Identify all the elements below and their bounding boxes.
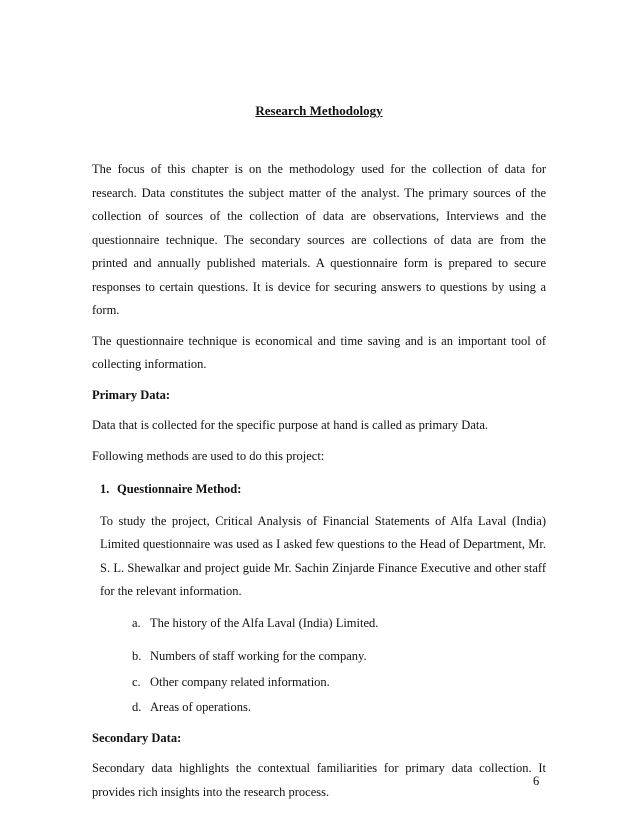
page-number: 6 xyxy=(533,774,540,788)
primary-data-heading: Primary Data: xyxy=(92,387,171,402)
questionnaire-note-paragraph: The questionnaire technique is economical and time saving and is an important tool of collecting information. xyxy=(92,333,546,371)
questionnaire-method-heading xyxy=(92,478,546,502)
list-item-text: Numbers of staff working for the company. xyxy=(150,649,367,663)
list-item xyxy=(132,696,546,720)
methods-intro: Following methods are used to do this project: xyxy=(92,448,325,463)
list-item xyxy=(132,612,546,636)
intro-paragraph: The focus of this chapter is on the methodology used for the collection of data for research. Data constitutes the subject matter of the analyst. The primary sources of the collection of sources of the collection of data are observations, Interviews and the questionnaire technique. The secondary sources are collections of data are from the printed and annually published materials. A questionnaire form is prepared to secure responses to certain questions. It is device for securing answers to questions by using a form. xyxy=(92,162,546,317)
questionnaire-method-text: To study the project, Critical Analysis of Financial Statements of Alfa Laval (India) Limited questionnaire was used as I asked few questions to the Head of Department, Mr. S. L. Shewalkar and project guide Mr. Sachin Zinjarde Finance Executive and other staff for the relevant information. xyxy=(100,513,546,598)
list-marker: c. xyxy=(132,674,141,689)
list-item xyxy=(132,671,546,695)
list-marker: a. xyxy=(132,615,141,630)
document-body xyxy=(92,158,546,804)
list-item-text: Other company related information. xyxy=(150,674,330,689)
secondary-data-heading: Secondary Data: xyxy=(92,730,182,745)
list-item-text: The history of the Alfa Laval (India) Limited. xyxy=(150,615,379,630)
list-marker: d. xyxy=(132,700,142,714)
list-item-text: Areas of operations. xyxy=(150,700,252,714)
list-item xyxy=(132,645,546,669)
questionnaire-topics-list xyxy=(92,612,546,720)
list-marker: b. xyxy=(132,649,142,663)
method-heading-text: Questionnaire Method: xyxy=(117,482,242,496)
secondary-data-paragraph: Secondary data highlights the contextual familiarities for primary data collection. It provides rich insights into the research process. xyxy=(92,761,546,799)
page-title: Research Methodology xyxy=(255,103,383,118)
method-number: 1. xyxy=(100,482,110,496)
primary-data-definition: Data that is collected for the specific purpose at hand is called as primary Data. xyxy=(92,418,489,432)
